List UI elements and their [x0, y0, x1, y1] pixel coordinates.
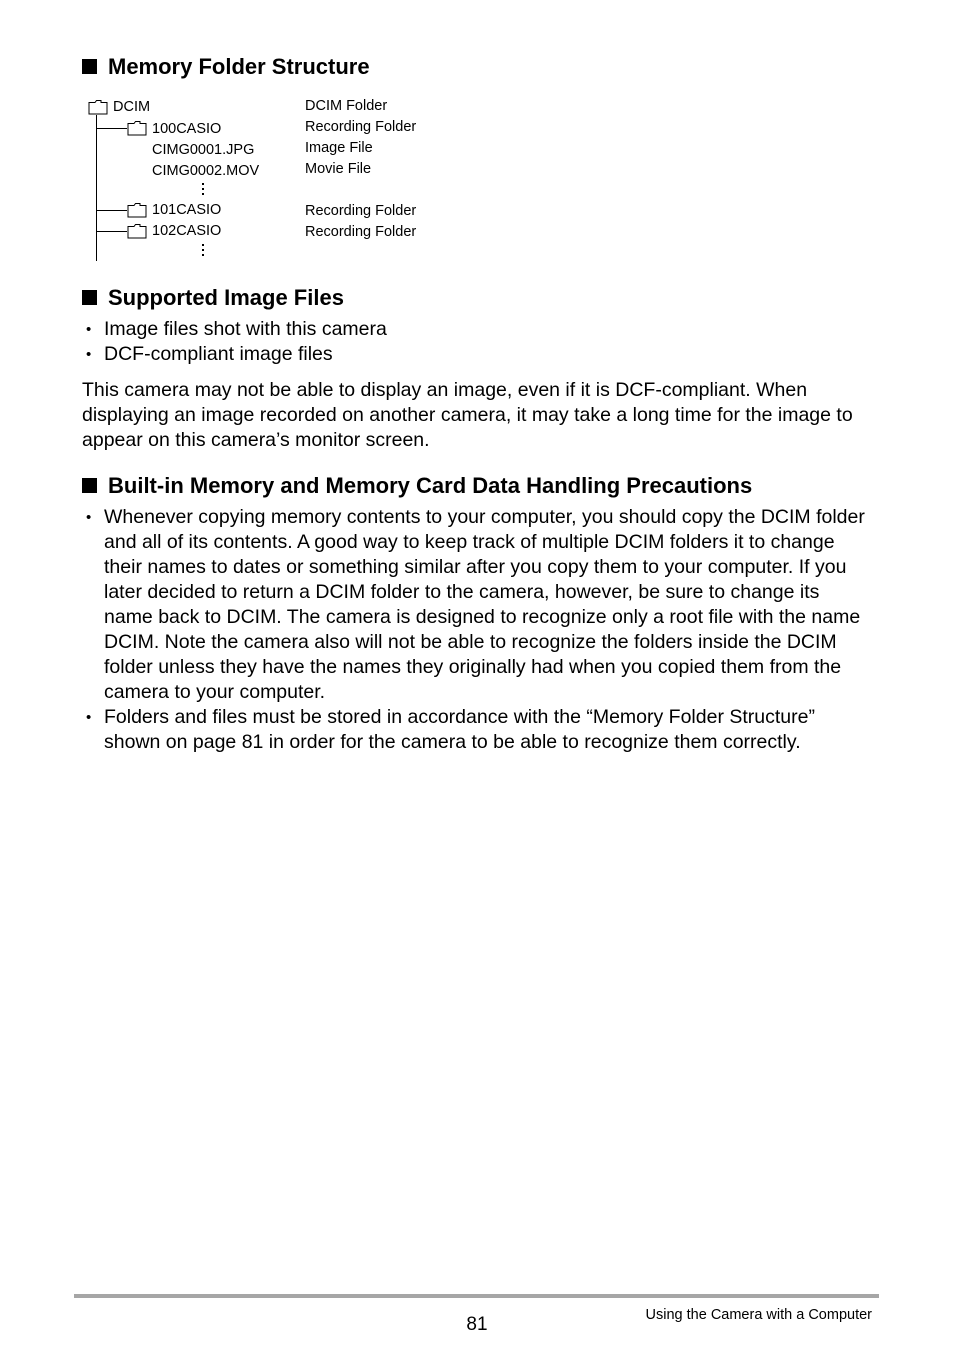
tree-branch-line — [96, 128, 127, 129]
footer-chapter-title: Using the Camera with a Computer — [645, 1307, 872, 1323]
tree-file2-description: Movie File — [305, 161, 372, 177]
square-bullet-icon — [82, 478, 97, 493]
tree-folder1-label: 100CASIO — [152, 121, 222, 137]
page-number: 81 — [466, 1314, 488, 1335]
heading-data-handling-precautions — [82, 473, 752, 499]
ellipsis-vertical-icon — [202, 244, 206, 259]
supported-files-note: This camera may not be able to display an image, even if it is DCF-compliant. When displaying an image recorded on another camera, it may take a long time for the image to appear on this camera’s monitor screen. — [82, 379, 853, 451]
list-item: • Whenever copying memory contents to your computer, you should copy the DCIM folder and all of its contents. A good way to keep track of multiple DCIM folders it to change their names to dates or something similar after you copy them to your computer. If you later decided to return a DCIM folder to the camera, however, be sure to change its name back to DCIM. The camera is designed to recognize only a root file with the name DCIM. Note the camera also will not be able to recognize the folders inside the DCIM folder unless they have the names they originally had when you copied them from the camera to your computer. — [82, 505, 872, 705]
tree-file2-label: CIMG0002.MOV — [152, 163, 260, 179]
tree-trunk-line — [96, 115, 97, 261]
square-bullet-icon — [82, 290, 97, 305]
folder-icon — [127, 202, 147, 218]
list-item: • DCF-compliant image files — [82, 342, 882, 367]
heading-text: Built-in Memory and Memory Card Data Handling Precautions — [108, 473, 753, 498]
folder-icon — [127, 223, 147, 239]
tree-branch-line — [96, 231, 127, 232]
heading-supported-image-files — [82, 285, 344, 311]
tree-folder2-label: 101CASIO — [152, 202, 222, 218]
square-bullet-icon — [82, 59, 97, 74]
heading-memory-folder-structure — [82, 54, 370, 80]
folder-icon — [88, 99, 108, 115]
tree-file1-label: CIMG0001.JPG — [152, 142, 255, 158]
tree-folder2-description: Recording Folder — [305, 203, 417, 219]
ellipsis-vertical-icon — [202, 183, 206, 198]
list-item: • Image files shot with this camera — [82, 317, 882, 342]
heading-text: Supported Image Files — [108, 285, 344, 310]
tree-file1-description: Image File — [305, 140, 373, 156]
precautions-list — [82, 505, 872, 755]
supported-files-list — [82, 317, 882, 367]
tree-branch-line — [96, 210, 127, 211]
tree-folder1-description: Recording Folder — [305, 119, 417, 135]
heading-text: Memory Folder Structure — [108, 54, 370, 79]
tree-folder3-label: 102CASIO — [152, 223, 222, 239]
list-item: • Folders and files must be stored in accordance with the “Memory Folder Structure” shown on page 81 in order for the camera to be able to recognize them correctly. — [82, 705, 872, 755]
footer-divider — [74, 1294, 879, 1298]
tree-folder3-description: Recording Folder — [305, 224, 417, 240]
tree-root-description: DCIM Folder — [305, 98, 388, 114]
tree-root-label: DCIM — [113, 99, 151, 115]
folder-icon — [127, 120, 147, 136]
